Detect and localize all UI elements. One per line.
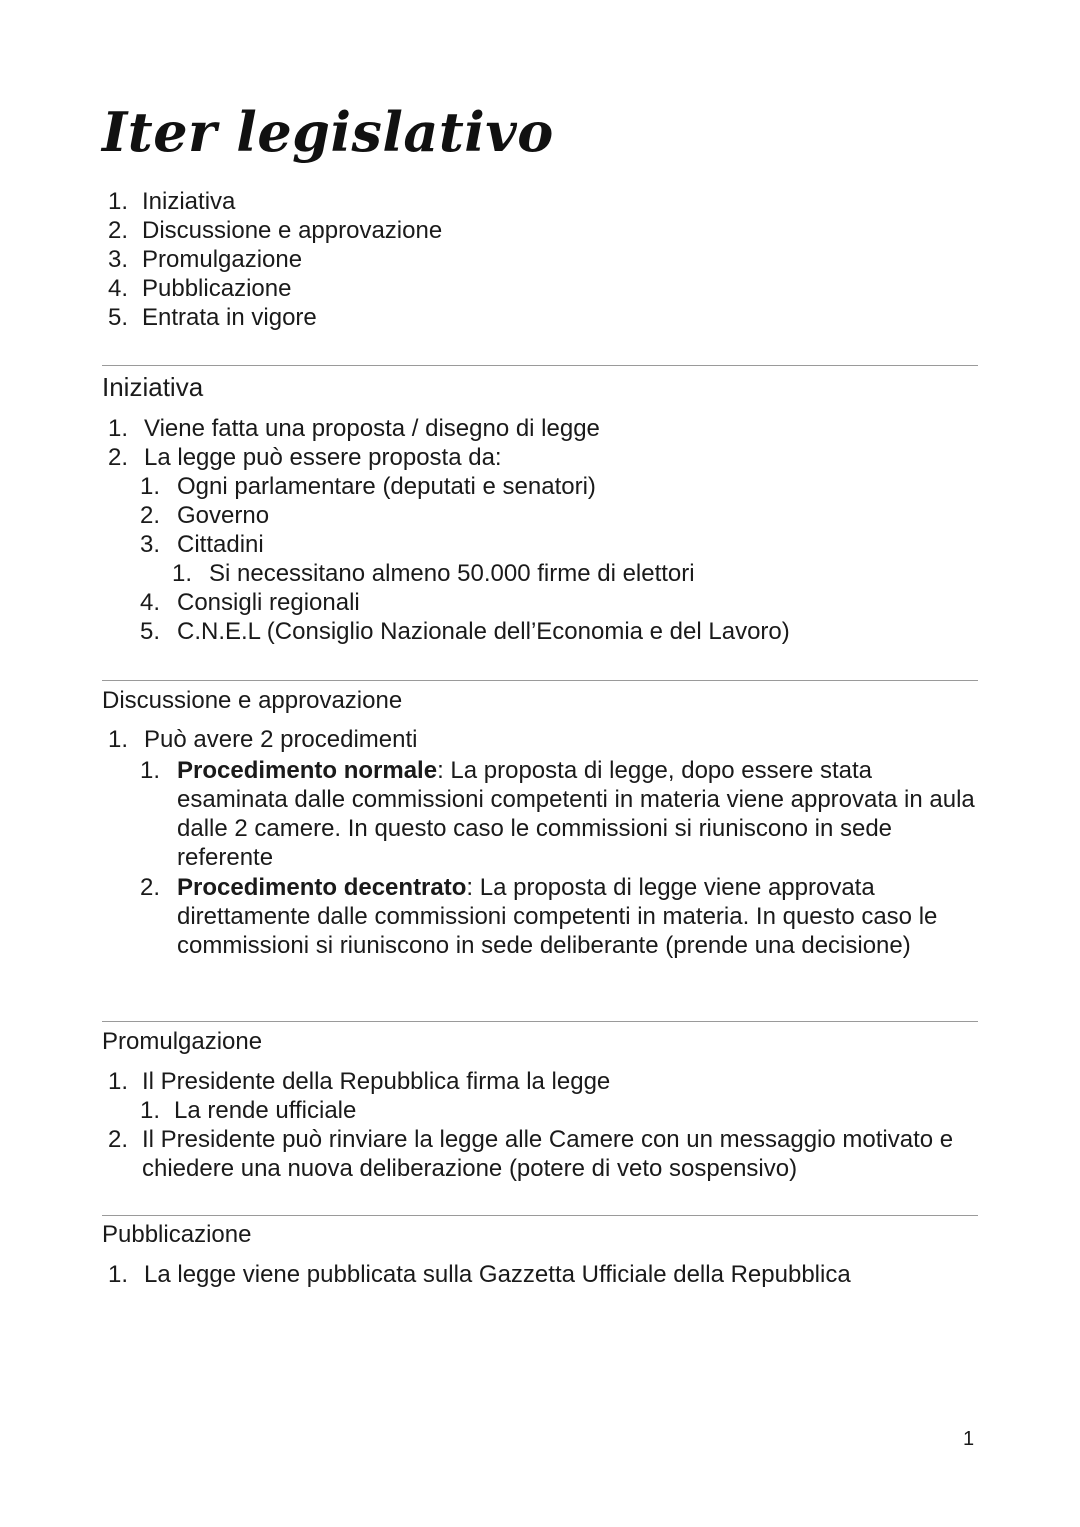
toc-item: [102, 216, 978, 245]
list-text: Pubblicazione: [142, 275, 292, 302]
list-item: [102, 1096, 978, 1125]
bold-term: Procedimento normale: [177, 757, 438, 784]
section-divider: [102, 680, 978, 681]
list-number: 2.: [107, 1126, 128, 1153]
list-item: [102, 725, 978, 754]
section-heading-discussione: Discussione e approvazione: [102, 687, 403, 714]
list-number: 1.: [139, 473, 160, 500]
list-text: Il Presidente della Repubblica firma la legge: [142, 1068, 611, 1095]
iniziativa-list: [102, 414, 978, 646]
list-number: 4.: [139, 589, 160, 616]
paragraph-text: : La proposta di legge viene approvata direttamente dalle commissioni competenti in materia. In questo caso le commissioni si riuniscono in sede deliberante (prende una decisione): [177, 874, 938, 959]
list-number: 1.: [139, 1097, 160, 1124]
list-item: [102, 1067, 978, 1096]
list-number: 3.: [107, 246, 128, 273]
toc-item: [102, 187, 978, 216]
list-text: La rende ufficiale: [174, 1097, 357, 1124]
list-number: 2.: [139, 874, 160, 901]
page-number: 1: [963, 1428, 975, 1450]
toc-item: [102, 245, 978, 274]
section-divider: [102, 1021, 978, 1022]
list-text: Viene fatta una proposta / disegno di legge: [144, 415, 600, 442]
pubblicazione-list: [102, 1260, 978, 1289]
list-item: [102, 443, 978, 472]
list-item: [102, 501, 978, 530]
page-title: Iter legislativo: [102, 100, 554, 164]
paragraph-text: : La proposta di legge, dopo essere stata esaminata dalle commissioni competenti in materia viene approvata in aula dalle 2 camere. In questo caso le commissioni si riuniscono in sede referente: [177, 757, 975, 871]
list-item: [102, 1260, 978, 1289]
section-divider: [102, 1215, 978, 1216]
list-text: Promulgazione: [142, 246, 303, 273]
list-text: [177, 873, 978, 960]
section-divider: [102, 365, 978, 366]
list-number: 1.: [107, 1068, 128, 1095]
toc-item: [102, 303, 978, 332]
list-text: Cittadini: [177, 531, 264, 558]
list-text: Si necessitano almeno 50.000 firme di elettori: [209, 560, 695, 587]
list-item-procedimento-decentrato: [102, 873, 978, 960]
list-item: [102, 472, 978, 501]
list-item: [102, 617, 978, 646]
list-text: Può avere 2 procedimenti: [144, 726, 418, 753]
section-heading-iniziativa: Iniziativa: [102, 372, 204, 402]
list-number: 5.: [139, 618, 160, 645]
list-number: 1.: [107, 1261, 128, 1288]
list-number: 2.: [107, 444, 128, 471]
list-item: [102, 559, 978, 588]
list-text: Il Presidente può rinviare la legge alle Camere con un messaggio motivato e chiedere una nuova deliberazione (potere di veto sospensivo): [142, 1126, 954, 1182]
promulgazione-list: [102, 1067, 978, 1183]
discussione-list: [102, 725, 978, 960]
list-text: La legge viene pubblicata sulla Gazzetta Ufficiale della Repubblica: [144, 1261, 851, 1288]
list-number: 4.: [107, 275, 128, 302]
list-number: 5.: [107, 304, 128, 331]
list-item-procedimento-normale: [102, 756, 978, 872]
list-number: 1.: [139, 757, 160, 784]
list-item: [102, 530, 978, 559]
list-number: 2.: [139, 502, 160, 529]
list-text: La legge può essere proposta da:: [144, 444, 502, 471]
list-number: 2.: [107, 217, 128, 244]
list-item: [102, 414, 978, 443]
list-text: [177, 756, 978, 872]
list-text: Discussione e approvazione: [142, 217, 443, 244]
toc-list: [102, 187, 978, 332]
list-item: [102, 588, 978, 617]
list-text: Iniziativa: [142, 188, 236, 215]
section-heading-promulgazione: Promulgazione: [102, 1028, 263, 1055]
list-text: Consigli regionali: [177, 589, 360, 616]
list-text: Governo: [177, 502, 270, 529]
list-number: 1.: [107, 726, 128, 753]
toc-item: [102, 274, 978, 303]
list-text: Entrata in vigore: [142, 304, 317, 331]
list-number: 3.: [139, 531, 160, 558]
list-number: 1.: [171, 560, 192, 587]
list-text: C.N.E.L (Consiglio Nazionale dell’Economia e del Lavoro): [177, 618, 790, 645]
list-item: [102, 1125, 978, 1183]
list-text: Ogni parlamentare (deputati e senatori): [177, 473, 596, 500]
list-number: 1.: [107, 188, 128, 215]
bold-term: Procedimento decentrato: [177, 874, 467, 901]
list-number: 1.: [107, 415, 128, 442]
section-heading-pubblicazione: Pubblicazione: [102, 1221, 252, 1248]
